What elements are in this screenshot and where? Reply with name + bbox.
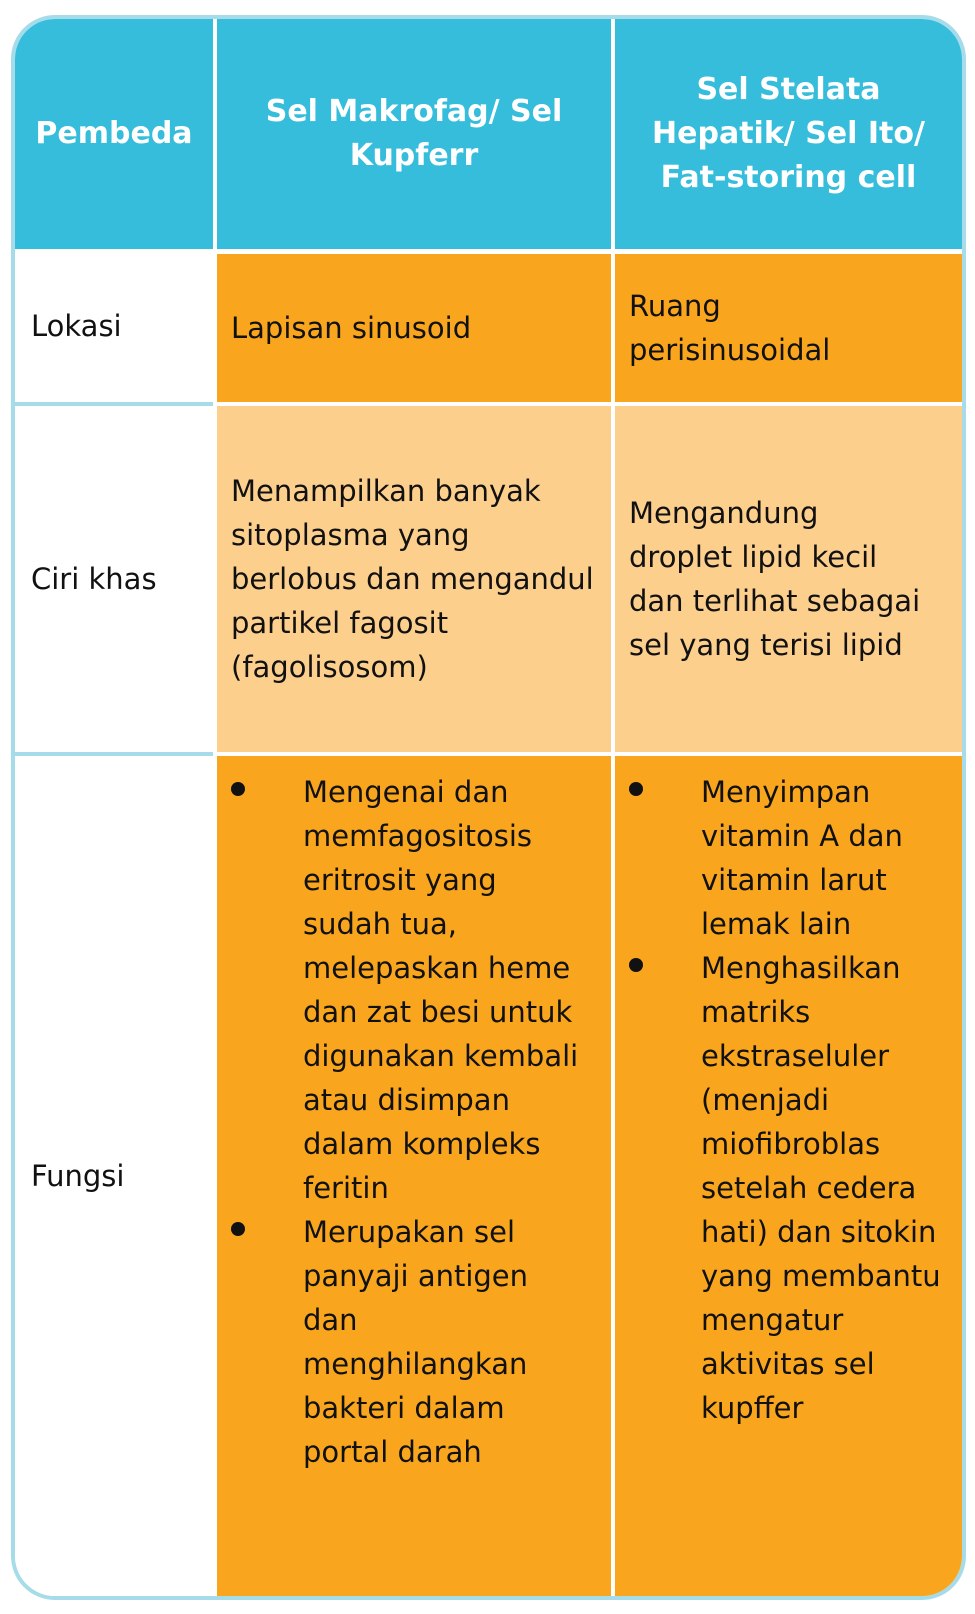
cell-lokasi-makrofag bbox=[217, 254, 611, 402]
bullet-item bbox=[217, 1210, 581, 1474]
cell-text: Menampilkan banyak sitoplasma yang berlobus dan mengandul partikel fagosit (fagolisosom) bbox=[231, 474, 594, 684]
cell-fungsi-stelata bbox=[615, 756, 962, 1596]
bullet-icon bbox=[231, 782, 245, 796]
cell-text: Lapisan sinusoid bbox=[231, 311, 472, 345]
bullet-text: Mengenai dan memfagositosis eritrosit yang sudah tua, melepaskan heme dan zat besi untuk digunakan kembali atau disimpan dalam kompleks feritin bbox=[303, 775, 579, 1205]
header-label: Sel Stelata Hepatik/ Sel Ito/ Fat-storing cell bbox=[652, 72, 925, 195]
cell-ciri-makrofag bbox=[217, 406, 611, 752]
row-label-fungsi bbox=[15, 756, 213, 1596]
comparison-table bbox=[11, 15, 966, 1600]
header-label: Sel Makrofag/ Sel Kupferr bbox=[265, 94, 563, 173]
bullet-icon bbox=[629, 782, 643, 796]
cell-text: Mengandung droplet lipid kecil dan terlihat sebagai sel yang terisi lipid bbox=[629, 496, 921, 662]
header-stelata bbox=[615, 19, 962, 249]
bullet-item bbox=[615, 770, 952, 946]
cell-fungsi-makrofag bbox=[217, 756, 611, 1596]
cell-lokasi-stelata bbox=[615, 254, 962, 402]
bullet-text: Merupakan sel panyaji antigen dan menghilangkan bakteri dalam portal darah bbox=[303, 1215, 529, 1469]
row-label-ciri-khas bbox=[15, 406, 213, 752]
header-pembeda bbox=[15, 19, 213, 249]
row-label: Ciri khas bbox=[31, 562, 157, 596]
row-label: Fungsi bbox=[31, 1159, 125, 1193]
bullet-list bbox=[615, 770, 952, 1430]
header-label: Pembeda bbox=[35, 116, 193, 151]
bullet-icon bbox=[629, 958, 643, 972]
bullet-list bbox=[217, 770, 581, 1474]
cell-text: Ruang perisinusoidal bbox=[629, 289, 831, 367]
row-label: Lokasi bbox=[31, 308, 122, 343]
header-makrofag bbox=[217, 19, 611, 249]
cell-ciri-stelata bbox=[615, 406, 962, 752]
bullet-icon bbox=[231, 1222, 245, 1236]
bullet-text: Menyimpan vitamin A dan vitamin larut lemak lain bbox=[701, 775, 903, 941]
row-label-lokasi bbox=[15, 249, 213, 402]
bullet-item bbox=[217, 770, 581, 1210]
bullet-text: Menghasilkan matriks ekstraseluler (menjadi miofibroblas setelah cedera hati) dan sitokin yang membantu mengatur aktivitas sel kupffer bbox=[701, 951, 941, 1425]
bullet-item bbox=[615, 946, 952, 1430]
